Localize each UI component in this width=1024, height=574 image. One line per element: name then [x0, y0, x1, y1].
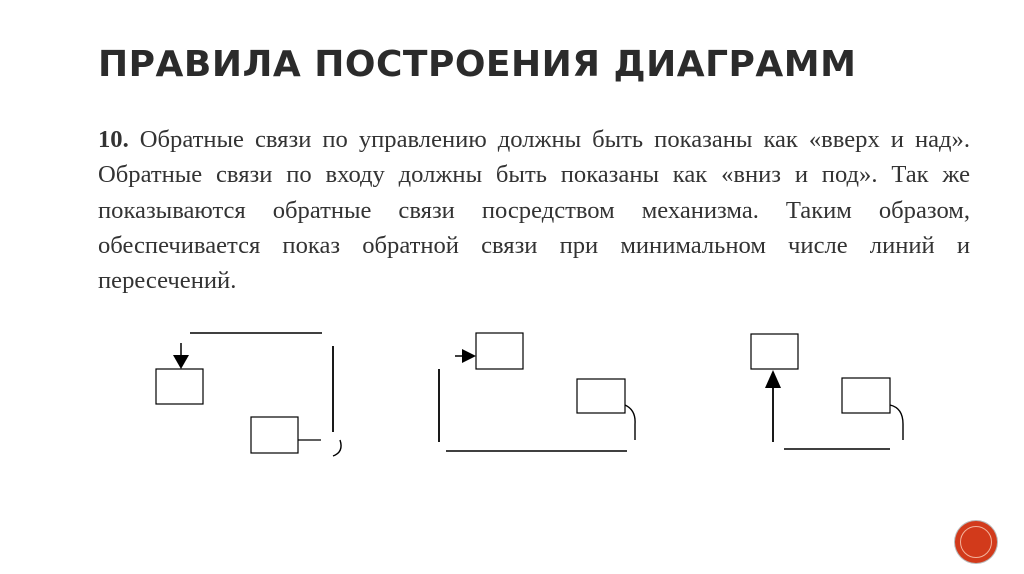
arrow-up-icon [765, 370, 781, 388]
rule-text: Обратные связи по управлению должны быть показаны как «вверх и над». Обратные связи по входу должны быть показаны как «вниз и под». Так же показываются обратные связи посредством механизма. Таким образом, обеспечивается показ обратной связи при минимальном числе линий и пересечений. [98, 126, 970, 295]
activity-box-lower [842, 378, 890, 413]
output-curve [333, 440, 341, 456]
activity-box-lower [577, 379, 625, 413]
slide-nav-button[interactable] [955, 521, 997, 563]
rule-number: 10. [98, 126, 129, 153]
arrow-right-icon [462, 349, 476, 363]
diagram-control-feedback [156, 333, 341, 456]
activity-box-lower [251, 417, 298, 453]
output-curve [890, 405, 903, 440]
diagram-input-feedback [439, 333, 635, 451]
output-curve [625, 405, 635, 440]
activity-box-upper [751, 334, 798, 369]
slide-nav-icon [960, 526, 992, 558]
activity-box-upper [156, 369, 203, 404]
activity-box-upper [476, 333, 523, 369]
slide-title: ПРАВИЛА ПОСТРОЕНИЯ ДИАГРАММ [98, 44, 857, 85]
arrow-down-icon [173, 355, 189, 369]
diagram-mechanism-feedback [751, 334, 903, 449]
